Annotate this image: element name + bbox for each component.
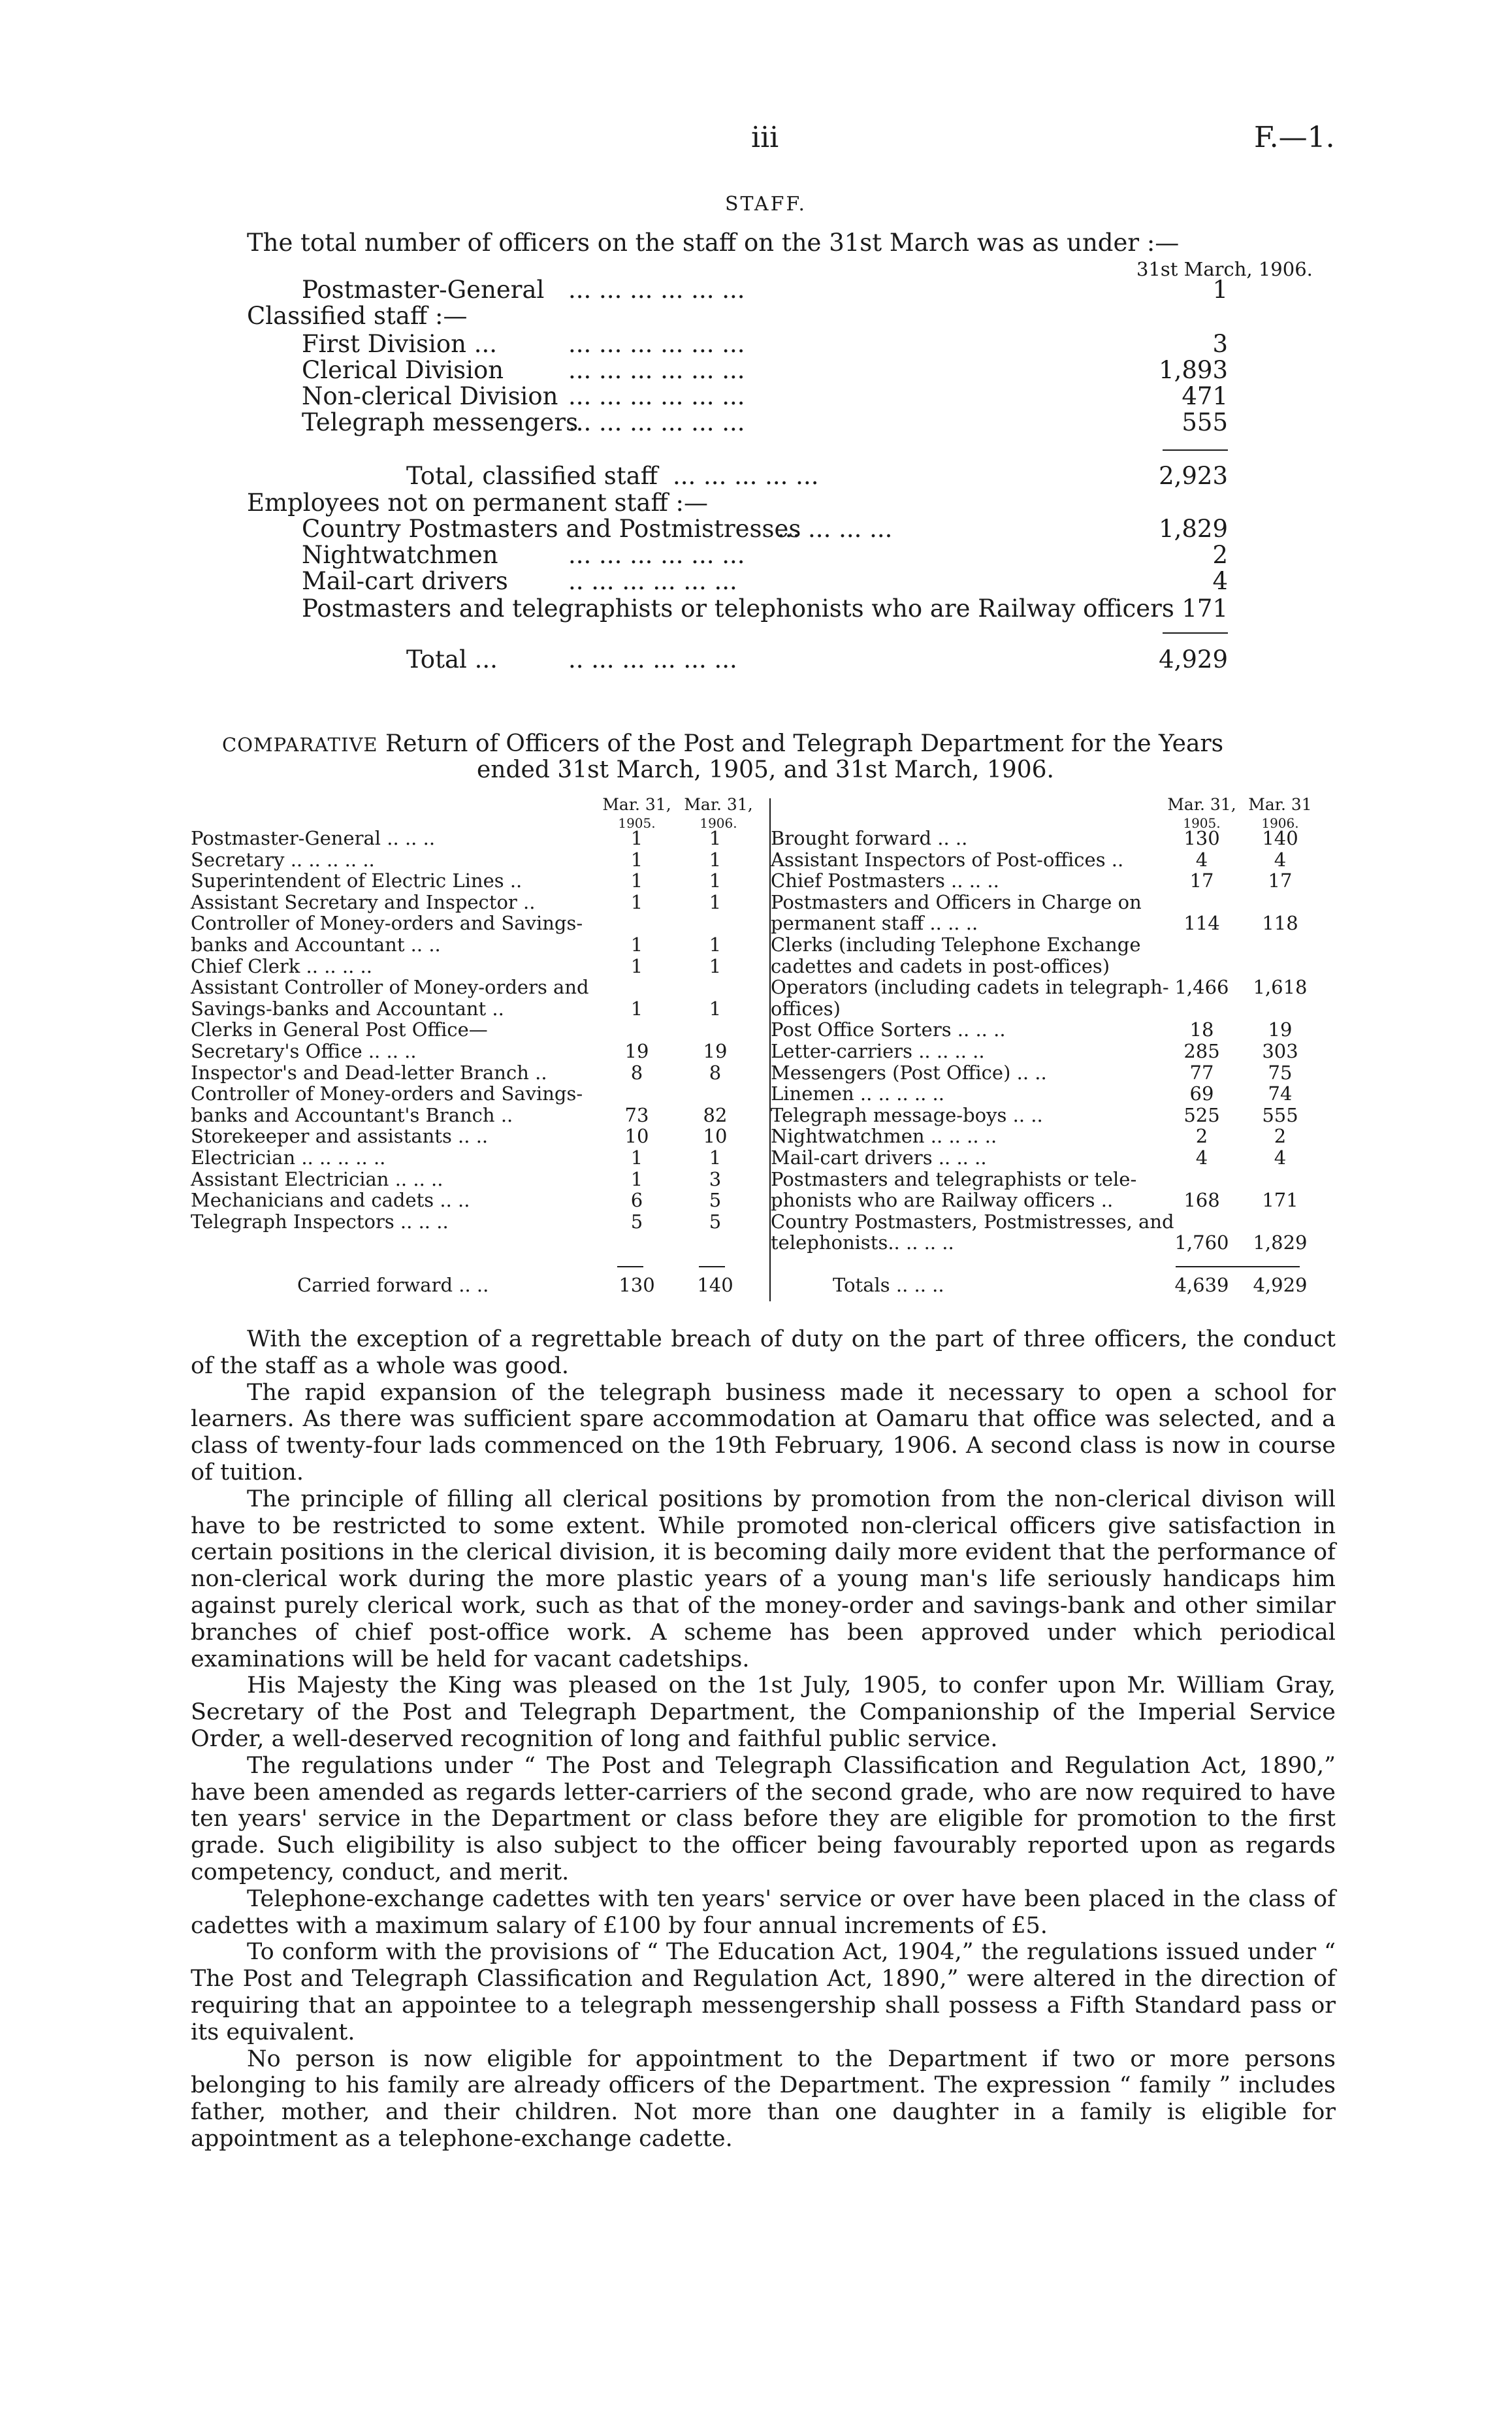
- left-row-v1905: 1: [630, 1146, 643, 1169]
- left-row-v1906: 3: [709, 1167, 722, 1190]
- right-row-v1905: 114: [1183, 912, 1220, 935]
- right-row-v1905: 168: [1183, 1189, 1220, 1212]
- staff-row-label: Total ...: [406, 645, 498, 674]
- right-row-v1905: 77: [1189, 1061, 1214, 1084]
- staff-row-label: Postmaster-General: [302, 276, 545, 304]
- left-row-v1905: 8: [630, 1061, 643, 1084]
- staff-row-dots: .. ... ... ... ... ...: [568, 567, 737, 595]
- left-row-v1906: 1: [709, 954, 722, 977]
- left-row-label: Savings-banks and Accountant ..: [191, 997, 504, 1020]
- left-row-v1905: 6: [630, 1189, 643, 1212]
- col-header-right-1906-top: Mar. 31: [1248, 795, 1312, 814]
- staff-row-label: Total, classified staff: [406, 462, 658, 490]
- left-row-label: Postmaster-General .. .. ..: [191, 827, 436, 849]
- right-row-v1906: 4: [1274, 1146, 1287, 1169]
- left-row-v1906: 1: [709, 827, 722, 849]
- left-row-v1906: 82: [703, 1103, 728, 1126]
- body-text: [191, 1326, 1336, 2153]
- right-row-v1905: 2: [1195, 1125, 1208, 1148]
- right-row-v1906: 2: [1274, 1125, 1287, 1148]
- paragraph: The rapid expansion of the telegraph business made it necessary to open a school for learners. As there was sufficient spare accommodation at Oamaru that office was selected, and a class of twenty-four lads commenced on the 19th February, 1906. A second class is now in course of tuition.: [191, 1379, 1336, 1486]
- left-row-v1905: 1: [630, 934, 643, 956]
- right-total-1905: 4,639: [1174, 1274, 1229, 1296]
- staff-row-value: 1: [1212, 276, 1228, 304]
- comparative-title-line1: [222, 730, 1223, 757]
- divider: [1176, 1266, 1300, 1267]
- right-row-label: Linemen .. .. .. .. ..: [771, 1082, 944, 1105]
- left-row-label: Assistant Controller of Money-orders and: [191, 976, 589, 999]
- document-reference: F.—1.: [1254, 121, 1335, 154]
- right-row-v1906: 1,618: [1253, 976, 1308, 999]
- paragraph: With the exception of a regrettable breach of duty on the part of three officers, the conduct of the staff as a whole was good.: [191, 1326, 1336, 1379]
- left-row-label: Electrician .. .. .. .. ..: [191, 1146, 386, 1169]
- staff-row-label: Postmasters and telegraphists or telephonists who are Railway officers: [302, 594, 1174, 623]
- right-row-v1906: 171: [1262, 1189, 1298, 1212]
- right-row-label: Chief Postmasters .. .. ..: [771, 870, 999, 892]
- right-row-v1905: 130: [1183, 827, 1220, 849]
- left-row-label: Inspector's and Dead-letter Branch ..: [191, 1061, 547, 1084]
- right-row-v1906: 1,829: [1253, 1231, 1308, 1254]
- staff-row-dots: ... ... ... ... ... ...: [568, 408, 745, 436]
- staff-row-dots: ... ... ... ... ...: [673, 462, 819, 490]
- col-header-1906-top: Mar. 31,: [684, 795, 753, 814]
- staff-row-value: 471: [1182, 382, 1228, 410]
- left-row-v1905: 10: [624, 1125, 649, 1148]
- staff-row-value: 555: [1182, 408, 1228, 436]
- right-row-label: Mail-cart drivers .. .. ..: [771, 1146, 987, 1169]
- col-header-right-1905-bottom: 1905.: [1183, 815, 1221, 831]
- staff-intro: The total number of officers on the staff on the 31st March was as under :—: [247, 229, 1180, 257]
- right-row-label: telephonists.. .. .. ..: [771, 1231, 954, 1254]
- staff-row-dots: ... ... ... ... ... ...: [568, 330, 745, 358]
- right-row-v1906: 19: [1268, 1018, 1293, 1041]
- left-row-v1906: 5: [709, 1210, 722, 1233]
- staff-row-value: 1,829: [1159, 515, 1228, 543]
- left-row-v1905: 1: [630, 1167, 643, 1190]
- right-row-label: permanent staff .. .. ..: [771, 912, 978, 935]
- left-row-label: Superintendent of Electric Lines ..: [191, 870, 523, 892]
- staff-row-value: 4,929: [1159, 645, 1228, 674]
- col-header-1905-bottom: 1905.: [618, 815, 656, 831]
- right-row-label: Telegraph message-boys .. ..: [771, 1103, 1043, 1126]
- right-total-label: Totals .. .. ..: [833, 1274, 944, 1296]
- staff-row-value: 171: [1182, 594, 1228, 623]
- right-row-v1905: 4: [1195, 848, 1208, 871]
- col-header-right-1905-top: Mar. 31,: [1167, 795, 1236, 814]
- right-row-v1905: 18: [1189, 1018, 1214, 1041]
- left-row-v1906: 8: [709, 1061, 722, 1084]
- comparative-title-line2: ended 31st March, 1905, and 31st March, 1906.: [477, 756, 1054, 783]
- right-row-label: phonists who are Railway officers ..: [771, 1189, 1114, 1212]
- left-row-v1906: 1: [709, 870, 722, 892]
- right-row-v1906: 74: [1268, 1082, 1293, 1105]
- right-row-label: Country Postmasters, Postmistresses, and: [771, 1210, 1174, 1233]
- left-row-v1906: 1: [709, 1146, 722, 1169]
- staff-row-dots: ... ... ... ...: [777, 515, 893, 543]
- left-row-v1905: 1: [630, 848, 643, 871]
- left-row-label: Clerks in General Post Office—: [191, 1018, 488, 1041]
- right-row-v1906: 17: [1268, 870, 1293, 892]
- left-total-label: Carried forward .. ..: [297, 1274, 489, 1296]
- paragraph: Telephone-exchange cadettes with ten years' service or over have been placed in the class of cadettes with a maximum salary of £100 by four annual increments of £5.: [191, 1885, 1336, 1939]
- right-row-v1905: 525: [1183, 1103, 1220, 1126]
- left-total-1905: 130: [619, 1274, 655, 1296]
- staff-date-header: 31st March, 1906.: [1136, 258, 1313, 280]
- staff-row-label: Employees not on permanent staff :—: [247, 489, 708, 517]
- right-row-label: Messengers (Post Office) .. ..: [771, 1061, 1047, 1084]
- staff-section-title: STAFF.: [725, 193, 807, 216]
- staff-row-value: 1,893: [1159, 356, 1228, 384]
- left-row-label: Assistant Electrician .. .. ..: [191, 1167, 443, 1190]
- right-row-label: Nightwatchmen .. .. .. ..: [771, 1125, 997, 1148]
- left-row-label: banks and Accountant .. ..: [191, 934, 441, 956]
- left-row-v1906: 1: [709, 848, 722, 871]
- left-row-v1905: 1: [630, 997, 643, 1020]
- left-row-label: Controller of Money-orders and Savings-: [191, 1082, 583, 1105]
- right-row-v1905: 1,466: [1174, 976, 1229, 999]
- right-row-v1906: 303: [1262, 1040, 1298, 1062]
- right-row-label: cadettes and cadets in post-offices): [771, 954, 1110, 977]
- right-row-v1906: 118: [1262, 912, 1298, 935]
- right-row-label: Postmasters and Officers in Charge on: [771, 890, 1142, 913]
- left-row-v1906: 19: [703, 1040, 728, 1062]
- staff-row-label: Country Postmasters and Postmistresses: [302, 515, 801, 543]
- right-row-v1906: 75: [1268, 1061, 1293, 1084]
- left-row-v1905: 1: [630, 870, 643, 892]
- left-row-v1906: 10: [703, 1125, 728, 1148]
- divider: [1163, 632, 1228, 634]
- left-row-label: Assistant Secretary and Inspector ..: [191, 890, 536, 913]
- staff-row-label: Mail-cart drivers: [302, 567, 508, 595]
- staff-row-label: Clerical Division: [302, 356, 504, 384]
- divider: [1163, 449, 1228, 451]
- right-row-label: offices): [771, 997, 841, 1020]
- paragraph: The principle of filling all clerical positions by promotion from the non-clerical divison will have to be restricted to some extent. While promoted non-clerical officers give satisfaction in certain positions in the clerical division, it is becoming daily more evident that the performance of non-clerical work during the more plastic years of a young man's life seriously handicaps him against purely clerical work, such as that of the money-order and savings-bank and other similar branches of chief post-office work. A scheme has been approved under which periodical examinations will be held for vacant cadetships.: [191, 1486, 1336, 1672]
- divider: [699, 1266, 725, 1267]
- left-row-v1906: 1: [709, 890, 722, 913]
- paragraph: No person is now eligible for appointment to the Department if two or more persons belonging to his family are already officers of the Department. The expression “ family ” includes father, mother, and their children. Not more than one daughter in a family is eligible for appointment as a telephone-exchange cadette.: [191, 2045, 1336, 2152]
- right-row-label: Brought forward .. ..: [771, 827, 968, 849]
- left-row-label: Storekeeper and assistants .. ..: [191, 1125, 489, 1148]
- right-row-v1905: 1,760: [1174, 1231, 1229, 1254]
- staff-row-dots: ... ... ... ... ... ...: [568, 276, 745, 304]
- left-row-v1905: 1: [630, 954, 643, 977]
- right-row-label: Letter-carriers .. .. .. ..: [771, 1040, 985, 1062]
- left-row-v1906: 1: [709, 997, 722, 1020]
- staff-row-dots: .. ... ... ... ... ...: [568, 645, 737, 674]
- staff-row-dots: ... ... ... ... ... ...: [568, 382, 745, 410]
- left-row-label: Chief Clerk .. .. .. ..: [191, 954, 372, 977]
- staff-row-value: 2,923: [1159, 462, 1228, 490]
- right-row-label: Post Office Sorters .. .. ..: [771, 1018, 1006, 1041]
- left-row-label: Telegraph Inspectors .. .. ..: [191, 1210, 449, 1233]
- left-row-label: Secretary .. .. .. .. ..: [191, 848, 375, 871]
- left-row-label: Secretary's Office .. .. ..: [191, 1040, 417, 1062]
- left-row-v1905: 5: [630, 1210, 643, 1233]
- right-row-label: Clerks (including Telephone Exchange: [771, 934, 1141, 956]
- page-number: iii: [751, 121, 779, 154]
- right-row-v1905: 17: [1189, 870, 1214, 892]
- left-row-label: Mechanicians and cadets .. ..: [191, 1189, 470, 1212]
- comparative-title-caps: COMPARATIVE: [222, 734, 378, 756]
- col-header-1906-bottom: 1906.: [700, 815, 737, 831]
- right-total-1906: 4,929: [1253, 1274, 1308, 1296]
- paragraph: The regulations under “ The Post and Telegraph Classification and Regulation Act, 1890,” have been amended as regards letter-carriers of the second grade, who are now required to have ten years' service in the Department or class before they are eligible for promotion to the first grade. Such eligibility is also subject to the officer being favourably reported upon as regards competency, conduct, and merit.: [191, 1752, 1336, 1885]
- left-row-v1905: 1: [630, 827, 643, 849]
- left-total-1906: 140: [697, 1274, 733, 1296]
- left-row-v1906: 1: [709, 934, 722, 956]
- right-row-label: Postmasters and telegraphists or tele-: [771, 1167, 1137, 1190]
- col-header-right-1906-bottom: 1906.: [1261, 815, 1299, 831]
- left-row-v1905: 73: [624, 1103, 649, 1126]
- staff-row-label: First Division ...: [302, 330, 498, 358]
- right-row-v1906: 555: [1262, 1103, 1298, 1126]
- right-row-v1905: 69: [1189, 1082, 1214, 1105]
- staff-row-label: Classified staff :—: [247, 302, 468, 330]
- right-row-label: Operators (including cadets in telegraph-: [771, 976, 1169, 999]
- left-row-v1906: 5: [709, 1189, 722, 1212]
- right-row-label: Assistant Inspectors of Post-offices ..: [771, 848, 1124, 871]
- right-row-v1906: 4: [1274, 848, 1287, 871]
- staff-row-dots: ... ... ... ... ... ...: [568, 356, 745, 384]
- left-row-label: Controller of Money-orders and Savings-: [191, 912, 583, 935]
- staff-row-dots: ... ... ... ... ... ...: [568, 541, 745, 569]
- staff-row-value: 2: [1212, 541, 1228, 569]
- left-row-v1905: 1: [630, 890, 643, 913]
- staff-row-label: Nightwatchmen: [302, 541, 498, 569]
- paragraph: To conform with the provisions of “ The Education Act, 1904,” the regulations issued under “ The Post and Telegraph Classification and Regulation Act, 1890,” were altered in the direction of requiring that an appointee to a telegraph messengership shall possess a Fifth Standard pass or its equivalent.: [191, 1939, 1336, 2045]
- right-row-v1906: 140: [1262, 827, 1298, 849]
- staff-row-value: 4: [1212, 567, 1228, 595]
- left-row-label: banks and Accountant's Branch ..: [191, 1103, 513, 1126]
- staff-row-label: Non-clerical Division: [302, 382, 558, 410]
- comparative-title-rest: Return of Officers of the Post and Telegraph Department for the Years: [385, 730, 1224, 757]
- staff-row-label: Telegraph messengers: [302, 408, 579, 436]
- col-header-1905-top: Mar. 31,: [602, 795, 671, 814]
- paragraph: His Majesty the King was pleased on the 1st July, 1905, to confer upon Mr. William Gray, Secretary of the Post and Telegraph Department, the Companionship of the Imperial Service Order, a well-deserved recognition of long and faithful public service.: [191, 1672, 1336, 1752]
- left-row-v1905: 19: [624, 1040, 649, 1062]
- staff-row-value: 3: [1212, 330, 1228, 358]
- right-row-v1905: 285: [1183, 1040, 1220, 1062]
- divider: [617, 1266, 643, 1267]
- right-row-v1905: 4: [1195, 1146, 1208, 1169]
